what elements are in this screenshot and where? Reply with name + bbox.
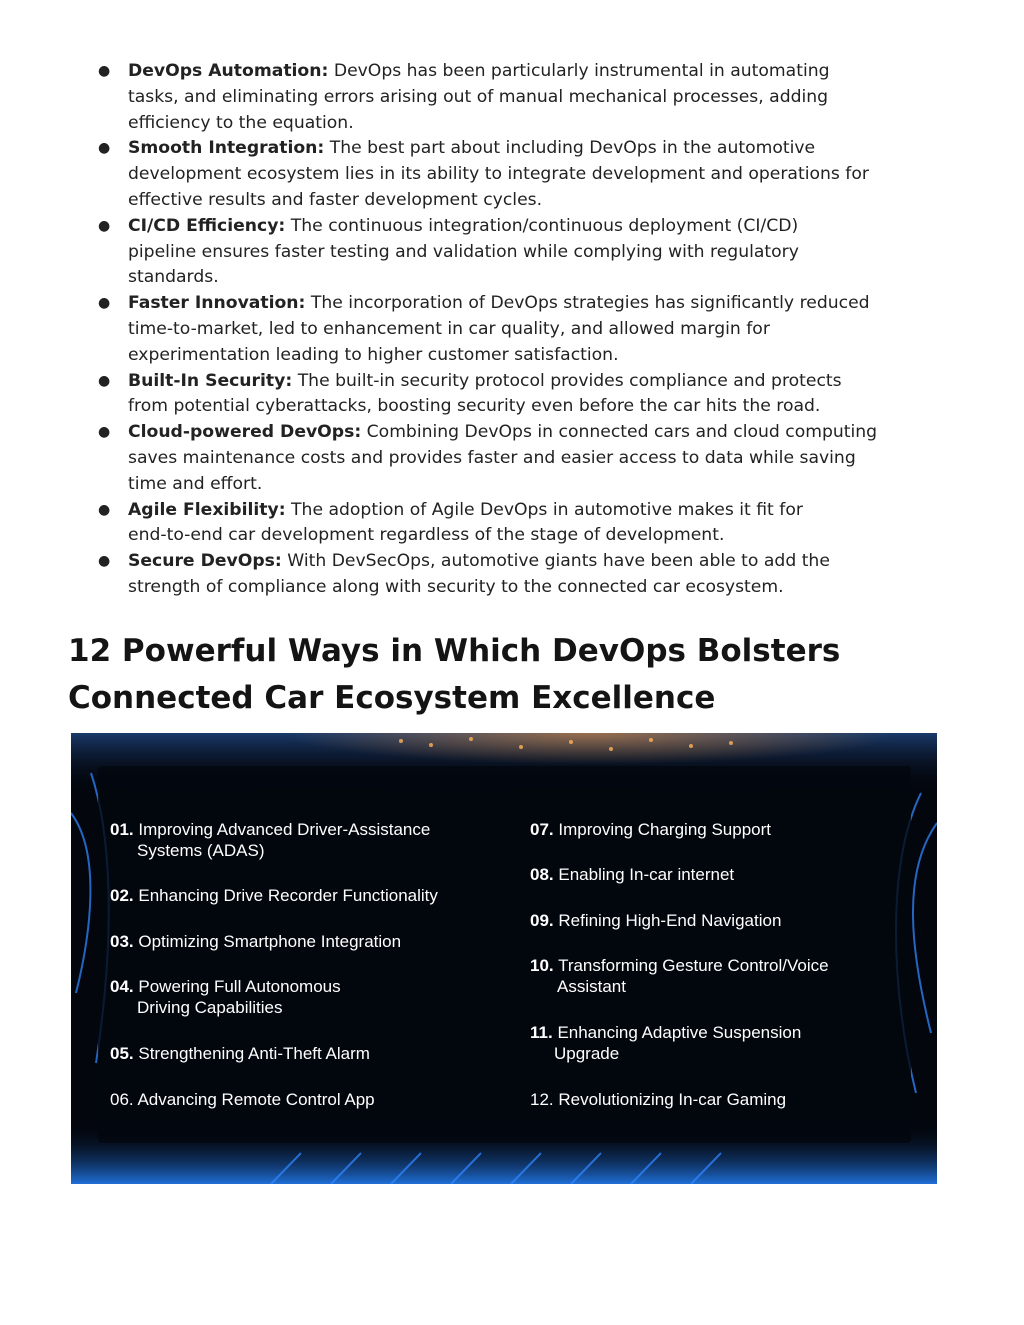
item-text-cont: Driving Capabilities <box>137 998 283 1017</box>
item-number: 08. <box>530 865 554 884</box>
item-text: The built-in security protocol provides compliance and protects <box>297 370 842 391</box>
bullet-icon: ● <box>98 424 111 441</box>
bullet-icon: ● <box>98 140 111 157</box>
item-lead: Agile Flexibility: <box>128 499 286 520</box>
heading-line-1: 12 Powerful Ways in Which DevOps Bolsters <box>68 633 841 669</box>
item-text: The incorporation of DevOps strategies has significantly reduced <box>310 293 870 314</box>
item-text: time-to-market, led to enhancement in car quality, and allowed margin for <box>128 318 770 339</box>
item-text: Combining DevOps in connected cars and cloud computing <box>366 422 878 443</box>
list-item <box>110 931 401 952</box>
item-text: Improving Charging Support <box>558 820 771 839</box>
item-lead: CI/CD Efficiency: <box>128 215 286 236</box>
item-text: efficiency to the equation. <box>128 112 354 133</box>
bullet-icon: ● <box>98 372 111 389</box>
item-lead: Cloud-powered DevOps: <box>128 422 362 443</box>
bullet-icon: ● <box>98 295 111 312</box>
infographic-banner <box>71 733 937 1184</box>
item-text: Powering Full Autonomous <box>138 977 341 996</box>
bullet-icon: ● <box>98 217 111 234</box>
item-number: 01. <box>110 820 134 839</box>
item-number: 09. <box>530 911 554 930</box>
item-number: 06. <box>110 1090 134 1109</box>
item-text: pipeline ensures faster testing and validation while complying with regulatory <box>128 241 799 262</box>
item-text: saves maintenance costs and provides faster and easier access to data while saving <box>128 447 856 468</box>
item-number: 05. <box>110 1044 134 1063</box>
item-text-cont: Upgrade <box>554 1044 620 1063</box>
item-number: 03. <box>110 932 134 951</box>
list-item <box>530 1022 801 1064</box>
item-text: experimentation leading to higher customer satisfaction. <box>128 344 619 365</box>
item-text: Strengthening Anti-Theft Alarm <box>138 1044 370 1063</box>
item-text: The adoption of Agile DevOps in automotive makes it fit for <box>291 499 803 520</box>
item-text: Enhancing Adaptive Suspension <box>557 1023 802 1042</box>
section-heading <box>68 628 968 721</box>
item-text: Enabling In-car internet <box>558 865 735 884</box>
bullet-icon: ● <box>98 63 111 79</box>
item-text: Optimizing Smartphone Integration <box>138 932 402 951</box>
list-item <box>530 910 781 931</box>
item-lead: Built-In Security: <box>128 370 293 391</box>
item-number: 04. <box>110 977 134 996</box>
item-number: 02. <box>110 886 134 905</box>
item-text: end-to-end car development regardless of the stage of development. <box>128 525 725 546</box>
list-item <box>98 369 938 421</box>
item-text: Improving Advanced Driver-Assistance <box>138 820 431 839</box>
item-text: strength of compliance along with security to the connected car ecosystem. <box>128 576 784 597</box>
benefits-list <box>98 59 938 601</box>
list-item <box>530 955 829 997</box>
list-item <box>98 59 938 136</box>
list-item <box>98 214 938 291</box>
item-lead: Faster Innovation: <box>128 293 306 314</box>
list-item <box>530 1089 786 1110</box>
item-number: 12. <box>530 1090 554 1109</box>
list-item <box>98 498 938 550</box>
item-text: from potential cyberattacks, boosting security even before the car hits the road. <box>128 396 821 417</box>
bullet-icon: ● <box>98 501 111 518</box>
list-item <box>110 819 430 861</box>
item-text: Enhancing Drive Recorder Functionality <box>138 886 438 905</box>
list-item <box>530 819 771 840</box>
list-item <box>98 291 938 368</box>
item-text: Refining High-End Navigation <box>558 911 782 930</box>
item-lead: Secure DevOps: <box>128 551 282 572</box>
list-item <box>98 420 938 497</box>
bullet-icon: ● <box>98 553 111 570</box>
item-lead: DevOps Automation: <box>128 61 329 81</box>
item-lead: Smooth Integration: <box>128 138 325 159</box>
item-number: 10. <box>530 956 554 975</box>
item-text: effective results and faster development cycles. <box>128 189 543 210</box>
item-text: Transforming Gesture Control/Voice <box>558 956 829 975</box>
item-text: Advancing Remote Control App <box>137 1090 375 1109</box>
ways-panel <box>98 766 911 1143</box>
item-text: DevOps has been particularly instrumental in automating <box>333 61 830 81</box>
item-text: The best part about including DevOps in the automotive <box>329 138 816 159</box>
list-item <box>110 885 438 906</box>
list-item <box>530 864 734 885</box>
item-text: tasks, and eliminating errors arising out of manual mechanical processes, adding <box>128 86 829 107</box>
list-item <box>110 1043 370 1064</box>
list-item <box>110 976 341 1018</box>
item-text: The continuous integration/continuous deployment (CI/CD) <box>290 215 799 236</box>
item-number: 11. <box>530 1023 553 1042</box>
list-item <box>98 549 938 601</box>
item-text: development ecosystem lies in its ability to integrate development and operations for <box>128 164 869 185</box>
item-text: standards. <box>128 267 219 288</box>
list-item <box>110 1089 375 1110</box>
item-text: Revolutionizing In-car Gaming <box>558 1090 787 1109</box>
item-number: 07. <box>530 820 554 839</box>
item-text-cont: Assistant <box>557 977 626 996</box>
list-item <box>98 136 938 213</box>
item-text: With DevSecOps, automotive giants have been able to add the <box>287 551 830 572</box>
item-text-cont: Systems (ADAS) <box>137 841 265 860</box>
heading-line-2: Connected Car Ecosystem Excellence <box>68 679 716 716</box>
item-text: time and effort. <box>128 473 263 494</box>
